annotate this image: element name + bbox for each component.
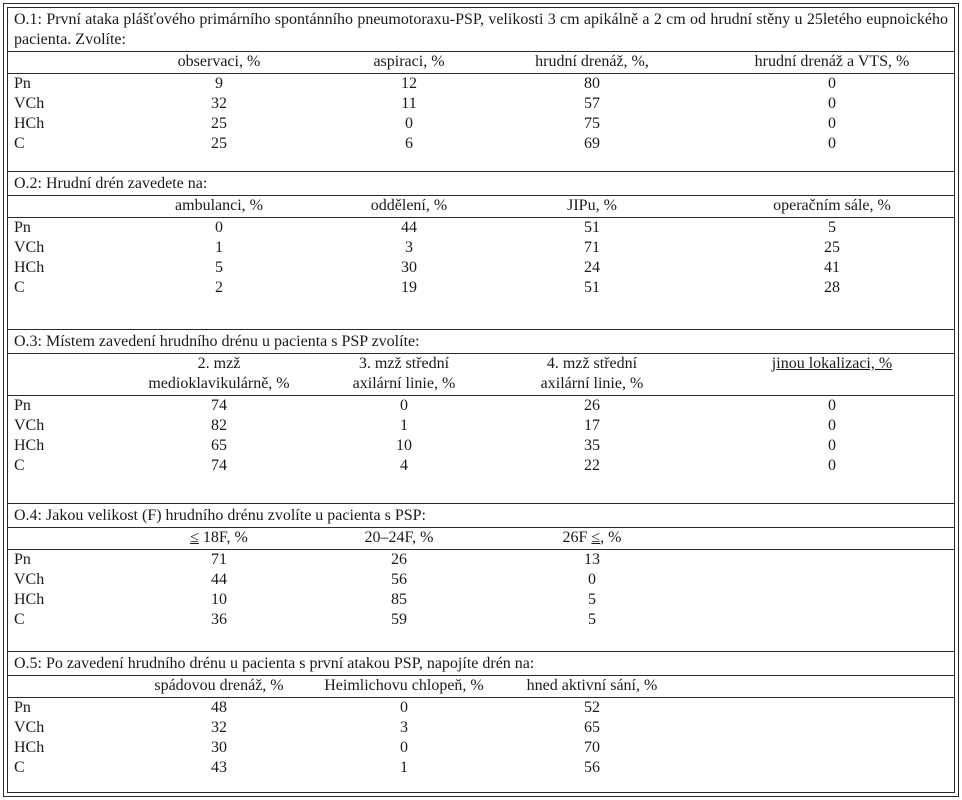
column-header xyxy=(732,354,932,374)
column-header-line: hrudní drenáž, %, xyxy=(535,53,649,70)
table-cell: 5 xyxy=(828,219,836,236)
question-section-4 xyxy=(8,504,954,652)
column-header xyxy=(492,676,692,696)
table-cell: 1 xyxy=(215,239,223,256)
row-label: VCh xyxy=(14,239,45,256)
question-text: O.5: Po zavedení hrudního drénu u pacienta s první atakou PSP, napojíte drén na: xyxy=(14,655,535,672)
question-text: O.2: Hrudní drén zavedete na: xyxy=(14,175,208,192)
column-header-line: spádovou drenáž, % xyxy=(154,677,284,694)
table-cell: 28 xyxy=(824,279,840,296)
table-cell: 24 xyxy=(584,259,600,276)
question-section-2 xyxy=(8,172,954,330)
table-cell: 19 xyxy=(401,279,417,296)
table-cell: 9 xyxy=(215,75,223,92)
column-header-line: hrudní drenáž a VTS, % xyxy=(754,53,910,70)
table-cell: 0 xyxy=(828,437,836,454)
table-row xyxy=(14,258,948,278)
table-cell: 51 xyxy=(584,279,600,296)
column-header xyxy=(119,52,319,72)
table-cell: 65 xyxy=(211,437,227,454)
table-cell: 0 xyxy=(400,699,408,716)
table-cell: 25 xyxy=(211,115,227,132)
table-cell: 74 xyxy=(211,397,227,414)
column-header-line: ambulanci, % xyxy=(175,197,263,214)
column-header-line: 3. mzž střední xyxy=(358,355,450,372)
column-header-line: operačním sále, % xyxy=(773,197,891,214)
column-header-line: JIPu, % xyxy=(567,197,617,214)
table-cell: 12 xyxy=(401,75,417,92)
table-cell: 5 xyxy=(588,591,596,608)
column-header xyxy=(309,52,509,72)
row-label: HCh xyxy=(14,115,45,132)
column-header-line: oddělení, % xyxy=(370,197,448,214)
table-cell: 0 xyxy=(828,397,836,414)
column-header xyxy=(119,676,319,696)
row-label: C xyxy=(14,279,25,296)
survey-table-frame xyxy=(3,3,959,797)
table-cell: 82 xyxy=(211,417,227,434)
table-cell: 56 xyxy=(391,571,407,588)
column-headers xyxy=(14,676,948,696)
question-section-3 xyxy=(8,330,954,504)
column-header xyxy=(732,52,932,72)
table-cell: 0 xyxy=(588,571,596,588)
table-row xyxy=(14,278,948,298)
table-cell: 1 xyxy=(400,417,408,434)
column-header-line: 4. mzž střední xyxy=(546,355,638,372)
table-cell: 44 xyxy=(401,219,417,236)
row-label: VCh xyxy=(14,719,45,736)
column-header-line: axilární linie, % xyxy=(540,375,644,392)
table-cell: 6 xyxy=(405,135,413,152)
table-cell: 25 xyxy=(211,135,227,152)
table-cell: 57 xyxy=(584,95,600,112)
table-cell: 0 xyxy=(400,397,408,414)
column-header-line: jinou lokalizaci, % xyxy=(771,355,893,372)
table-cell: 69 xyxy=(584,135,600,152)
table-row xyxy=(14,134,948,154)
table-row xyxy=(14,698,948,718)
table-cell: 75 xyxy=(584,115,600,132)
survey-table xyxy=(7,7,955,793)
column-header-line: hned aktivní sání, % xyxy=(526,677,658,694)
table-cell: 10 xyxy=(211,591,227,608)
column-header xyxy=(309,196,509,216)
column-header xyxy=(732,196,932,216)
column-headers xyxy=(14,196,948,216)
table-cell: 11 xyxy=(401,95,417,112)
table-cell: 48 xyxy=(211,699,227,716)
table-cell: 0 xyxy=(828,115,836,132)
table-cell: 17 xyxy=(584,417,600,434)
row-label: Pn xyxy=(14,551,31,568)
table-cell: 56 xyxy=(584,759,600,776)
table-row xyxy=(14,738,948,758)
row-label: VCh xyxy=(14,571,45,588)
column-header-line: 26F ≤, % xyxy=(562,529,622,546)
row-label: HCh xyxy=(14,259,45,276)
column-header-line: 20–24F, % xyxy=(364,529,434,546)
column-header-line: medioklavikulárně, % xyxy=(148,375,290,392)
row-label: C xyxy=(14,457,25,474)
column-header xyxy=(119,528,319,548)
row-label: Pn xyxy=(14,75,31,92)
table-cell: 0 xyxy=(828,457,836,474)
table-row xyxy=(14,94,948,114)
row-label: C xyxy=(14,611,25,628)
table-cell: 0 xyxy=(828,75,836,92)
column-header-line: Heimlichovu chlopeň, % xyxy=(324,677,484,694)
table-cell: 5 xyxy=(588,611,596,628)
row-label: HCh xyxy=(14,591,45,608)
table-cell: 44 xyxy=(211,571,227,588)
column-header xyxy=(119,196,319,216)
column-header xyxy=(119,354,319,394)
table-row xyxy=(14,456,948,476)
table-cell: 41 xyxy=(824,259,840,276)
question-text: O.4: Jakou velikost (F) hrudního drénu zvolíte u pacienta s PSP: xyxy=(14,507,426,524)
table-cell: 30 xyxy=(211,739,227,756)
table-cell: 71 xyxy=(211,551,227,568)
table-row xyxy=(14,74,948,94)
table-cell: 74 xyxy=(211,457,227,474)
column-header xyxy=(492,354,692,394)
table-cell: 3 xyxy=(400,719,408,736)
table-cell: 26 xyxy=(391,551,407,568)
column-header xyxy=(492,196,692,216)
table-cell: 4 xyxy=(400,457,408,474)
table-row xyxy=(14,570,948,590)
table-cell: 85 xyxy=(391,591,407,608)
column-header-line: observaci, % xyxy=(177,53,261,70)
column-header-line: ≤ 18F, % xyxy=(190,529,248,546)
row-label: C xyxy=(14,135,25,152)
row-label: HCh xyxy=(14,739,45,756)
column-header xyxy=(299,528,499,548)
column-header xyxy=(492,52,692,72)
table-cell: 51 xyxy=(584,219,600,236)
column-header xyxy=(304,354,504,394)
table-cell: 35 xyxy=(584,437,600,454)
table-cell: 70 xyxy=(584,739,600,756)
table-cell: 71 xyxy=(584,239,600,256)
question-text: O.1: První ataka plášťového primárního spontánního pneumotoraxu-PSP, velikosti 3 cm apikálně a 2 cm od hrudní stěny u 25letého eupnoického pacienta. Zvolíte: xyxy=(14,11,948,48)
table-cell: 0 xyxy=(828,95,836,112)
column-header xyxy=(492,528,692,548)
column-header-line: 2. mzž xyxy=(197,355,241,372)
table-cell: 59 xyxy=(391,611,407,628)
column-headers xyxy=(14,52,948,72)
table-row xyxy=(14,238,948,258)
table-cell: 0 xyxy=(405,115,413,132)
table-row xyxy=(14,610,948,630)
column-header xyxy=(304,676,504,696)
table-row xyxy=(14,718,948,738)
row-label: C xyxy=(14,759,25,776)
table-cell: 80 xyxy=(584,75,600,92)
table-cell: 3 xyxy=(405,239,413,256)
row-label: Pn xyxy=(14,699,31,716)
table-cell: 0 xyxy=(400,739,408,756)
table-cell: 0 xyxy=(828,417,836,434)
question-section-1 xyxy=(8,8,954,172)
table-cell: 0 xyxy=(215,219,223,236)
table-cell: 32 xyxy=(211,719,227,736)
table-cell: 43 xyxy=(211,759,227,776)
table-cell: 2 xyxy=(215,279,223,296)
table-row xyxy=(14,758,948,778)
table-row xyxy=(14,550,948,570)
table-row xyxy=(14,416,948,436)
row-label: Pn xyxy=(14,397,31,414)
table-cell: 1 xyxy=(400,759,408,776)
table-cell: 26 xyxy=(584,397,600,414)
table-row xyxy=(14,114,948,134)
row-label: VCh xyxy=(14,95,45,112)
table-row xyxy=(14,218,948,238)
table-row xyxy=(14,590,948,610)
table-cell: 10 xyxy=(396,437,412,454)
table-cell: 30 xyxy=(401,259,417,276)
table-cell: 32 xyxy=(211,95,227,112)
question-section-5 xyxy=(8,652,954,794)
table-row xyxy=(14,396,948,416)
table-row xyxy=(14,436,948,456)
table-cell: 25 xyxy=(824,239,840,256)
table-cell: 65 xyxy=(584,719,600,736)
question-text: O.3: Místem zavedení hrudního drénu u pacienta s PSP zvolíte: xyxy=(14,333,420,350)
table-cell: 36 xyxy=(211,611,227,628)
column-headers xyxy=(14,528,948,548)
table-cell: 13 xyxy=(584,551,600,568)
table-cell: 22 xyxy=(584,457,600,474)
row-label: HCh xyxy=(14,437,45,454)
table-cell: 0 xyxy=(828,135,836,152)
row-label: VCh xyxy=(14,417,45,434)
column-header-line: axilární linie, % xyxy=(352,375,456,392)
table-cell: 52 xyxy=(584,699,600,716)
table-cell: 5 xyxy=(215,259,223,276)
column-header-line: aspiraci, % xyxy=(373,53,445,70)
row-label: Pn xyxy=(14,219,31,236)
column-headers xyxy=(14,354,948,394)
